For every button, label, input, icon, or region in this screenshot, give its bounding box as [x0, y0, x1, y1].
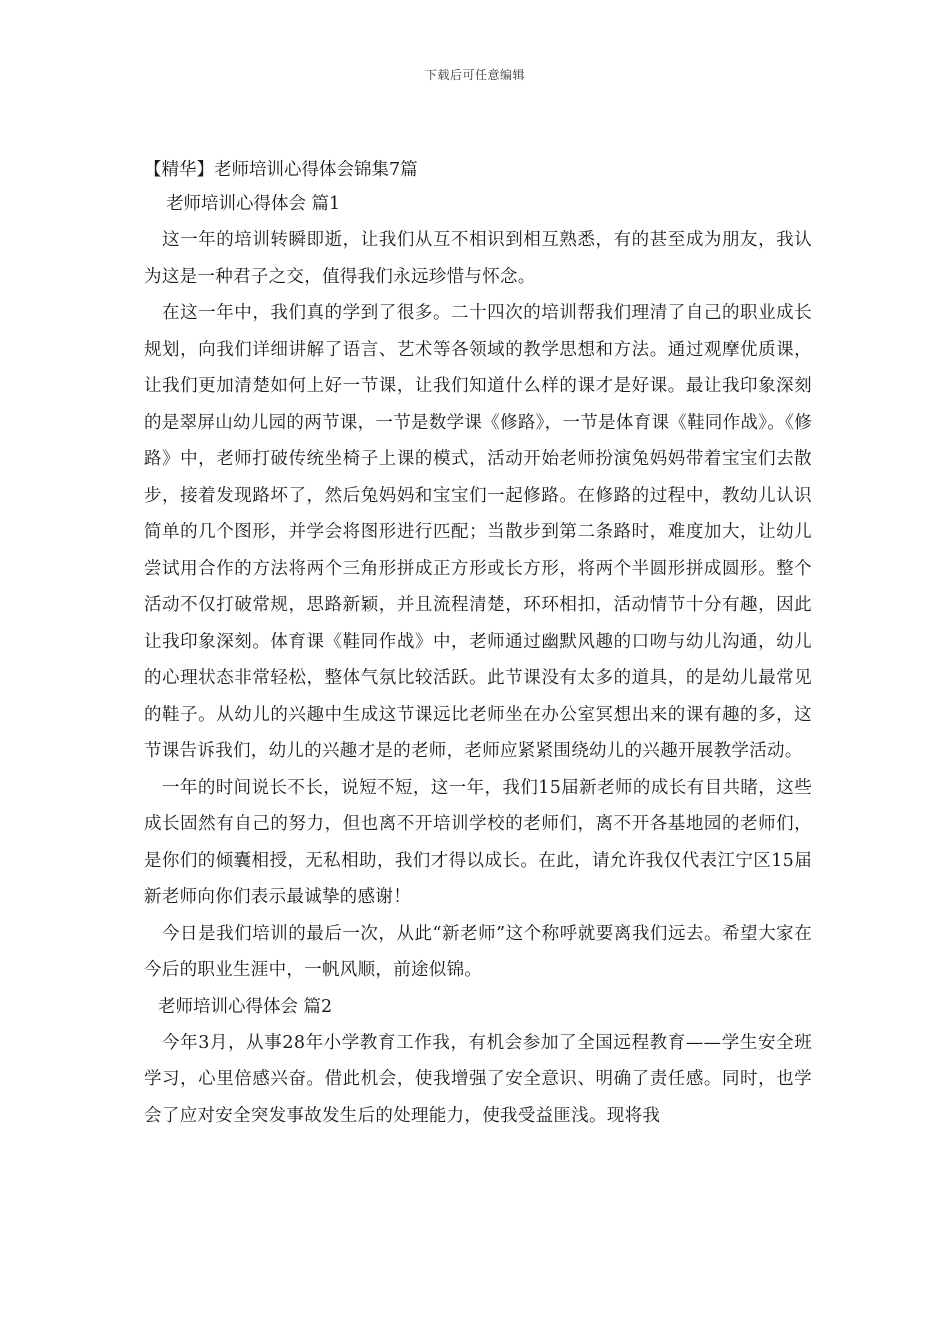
section-heading-2: 老师培训心得体会 篇2: [158, 996, 333, 1017]
document-body: [144, 156, 812, 1134]
paragraph: 今日是我们培训的最后一次，从此“新老师”这个称呼就要离我们远去。希望大家在今后的职业生涯中，一帆风顺，前途似锦。: [144, 923, 812, 980]
page-header-note: 下载后可任意编辑: [424, 68, 525, 82]
paragraph: 今年3月，从事28年小学教育工作我，有机会参加了全国远程教育——学生安全班学习，心里倍感兴奋。借此机会，使我增强了安全意识、明确了责任感。同时，也学会了应对安全突发事故发生后的处理能力，使我受益匪浅。现将我: [144, 1032, 812, 1126]
section-heading-1: 老师培训心得体会 篇1: [166, 194, 341, 214]
paragraph: 一年的时间说长不长，说短不短，这一年，我们15届新老师的成长有目共睹，这些成长固然有自己的努力，但也离不开培训学校的老师们，离不开各基地园的老师们，是你们的倾囊相授，无私相助，我们才得以成长。在此，请允许我仅代表江宁区15届新老师向你们表示最诚挚的感谢！: [144, 777, 812, 907]
document-title: 【精华】老师培训心得体会锦集7篇: [144, 160, 418, 180]
paragraph: 在这一年中，我们真的学到了很多。二十四次的培训帮我们理清了自己的职业成长规划，向我们详细讲解了语言、艺术等各领域的教学思想和方法。通过观摩优质课，让我们更加清楚如何上好一节课，让我们知道什么样的课才是好课。最让我印象深刻的是翠屏山幼儿园的两节课，一节是数学课《修路》，一节是体育课《鞋同作战》。《修路》中，老师打破传统坐椅子上课的模式，活动开始老师扮演兔妈妈带着宝宝们去散步，接着发现路坏了，然后兔妈妈和宝宝们一起修路。在修路的过程中，教幼儿认识简单的几个图形，并学会将图形进行匹配；当散步到第二条路时，难度加大，让幼儿尝试用合作的方法将两个三角形拼成正方形或长方形，将两个半圆形拼成圆形。整个活动不仅打破常规，思路新颖，并且流程清楚，环环相扣，活动情节十分有趣，因此让我印象深刻。体育课《鞋同作战》中，老师通过幽默风趣的口吻与幼儿沟通，幼儿的心理状态非常轻松，整体气氛比较活跃。此节课没有太多的道具，的是幼儿最常见的鞋子。从幼儿的兴趣中生成这节课远比老师坐在办公室冥想出来的课有趣的多，这节课告诉我们，幼儿的兴趣才是的老师，老师应紧紧围绕幼儿的兴趣开展教学活动。: [144, 303, 812, 761]
paragraph: 这一年的培训转瞬即逝，让我们从互不相识到相互熟悉，有的甚至成为朋友，我认为这是一种君子之交，值得我们永远珍惜与怀念。: [144, 230, 812, 287]
